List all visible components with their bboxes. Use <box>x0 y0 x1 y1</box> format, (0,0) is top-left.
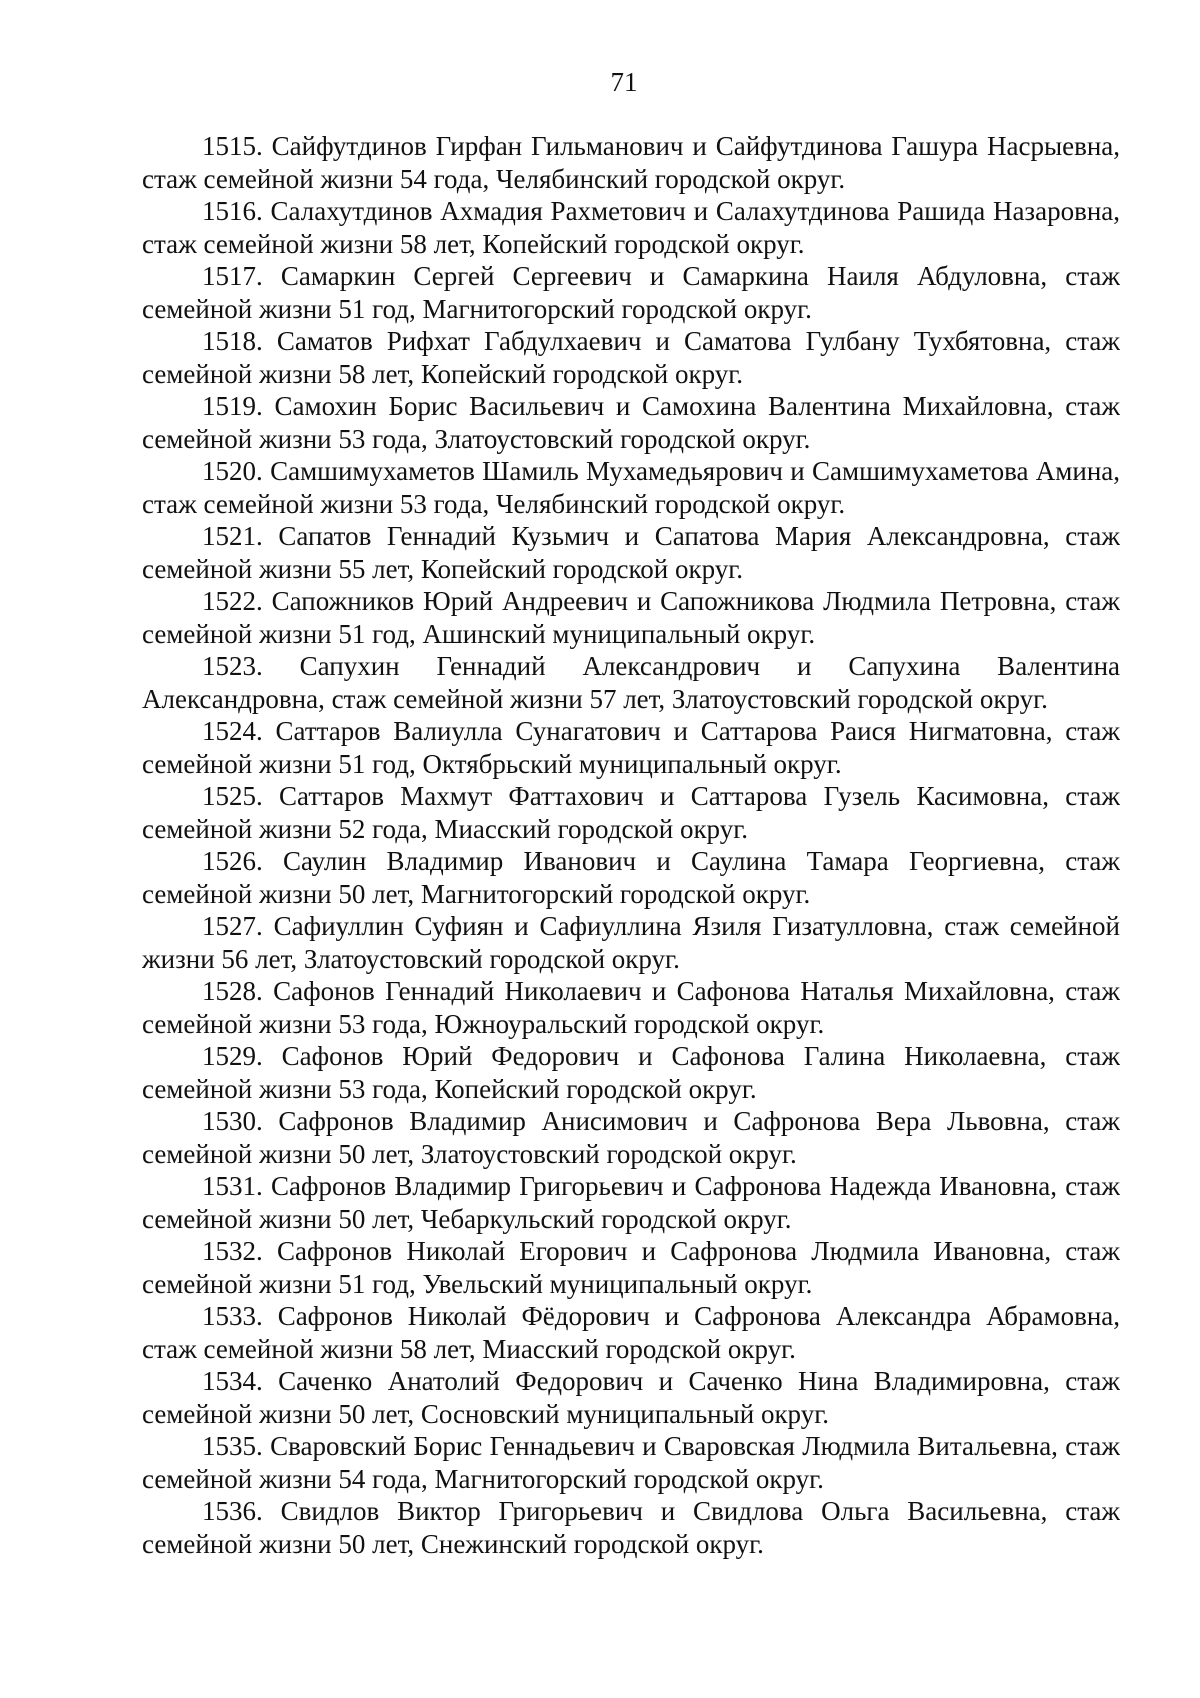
entry-number: 1524. <box>202 716 263 746</box>
list-item <box>142 1170 1120 1235</box>
entry-text: Сафронов Николай Фёдорович и Сафронова Александра Абрамовна, стаж семейной жизни 58 лет, Миасский городской округ. <box>142 1301 1120 1364</box>
entry-number: 1533. <box>202 1301 263 1331</box>
entry-text: Сайфутдинов Гирфан Гильманович и Сайфутдинова Гашура Насрыевна, стаж семейной жизни 54 года, Челябинский городской округ. <box>142 131 1120 194</box>
entry-number: 1522. <box>202 586 263 616</box>
list-item <box>142 390 1120 455</box>
list-item <box>142 195 1120 260</box>
entry-text: Самшимухаметов Шамиль Мухамедьярович и Самшимухаметова Амина, стаж семейной жизни 53 года, Челябинский городской округ. <box>142 456 1120 519</box>
list-item <box>142 650 1120 715</box>
entry-list <box>142 130 1120 1560</box>
list-item <box>142 1300 1120 1365</box>
entry-number: 1536. <box>202 1496 263 1526</box>
page-number: 71 <box>610 67 638 97</box>
entry-text: Сафонов Геннадий Николаевич и Сафонова Наталья Михайловна, стаж семейной жизни 53 года, Южноуральский городской округ. <box>142 976 1120 1039</box>
list-item <box>142 1365 1120 1430</box>
list-item <box>142 455 1120 520</box>
entry-text: Салахутдинов Ахмадия Рахметович и Салахутдинова Рашида Назаровна, стаж семейной жизни 58 лет, Копейский городской округ. <box>142 196 1120 259</box>
entry-number: 1529. <box>202 1041 263 1071</box>
entry-number: 1516. <box>202 196 263 226</box>
list-item <box>142 325 1120 390</box>
list-item <box>142 780 1120 845</box>
entry-number: 1518. <box>202 326 263 356</box>
entry-text: Сафронов Николай Егорович и Сафронова Людмила Ивановна, стаж семейной жизни 51 год, Увельский муниципальный округ. <box>142 1236 1120 1299</box>
list-item <box>142 1495 1120 1560</box>
list-item <box>142 1430 1120 1495</box>
entry-text: Свидлов Виктор Григорьевич и Свидлова Ольга Васильевна, стаж семейной жизни 50 лет, Снежинский городской округ. <box>142 1496 1120 1559</box>
entry-number: 1527. <box>202 911 263 941</box>
entry-text: Саттаров Валиулла Сунагатович и Саттарова Раися Нигматовна, стаж семейной жизни 51 год, Октябрьский муниципальный округ. <box>142 716 1120 779</box>
entry-text: Сафронов Владимир Анисимович и Сафронова Вера Львовна, стаж семейной жизни 50 лет, Златоустовский городской округ. <box>142 1106 1120 1169</box>
entry-text: Самохин Борис Васильевич и Самохина Валентина Михайловна, стаж семейной жизни 53 года, Златоустовский городской округ. <box>142 391 1120 454</box>
list-item <box>142 910 1120 975</box>
list-item <box>142 845 1120 910</box>
entry-number: 1519. <box>202 391 263 421</box>
entry-number: 1530. <box>202 1106 263 1136</box>
entry-text: Сафонов Юрий Федорович и Сафонова Галина Николаевна, стаж семейной жизни 53 года, Копейский городской округ. <box>142 1041 1120 1104</box>
list-item <box>142 260 1120 325</box>
list-item <box>142 520 1120 585</box>
list-item <box>142 130 1120 195</box>
list-item <box>142 1235 1120 1300</box>
entry-text: Сапатов Геннадий Кузьмич и Сапатова Мария Александровна, стаж семейной жизни 55 лет, Копейский городской округ. <box>142 521 1120 584</box>
entry-text: Саттаров Махмут Фаттахович и Саттарова Гузель Касимовна, стаж семейной жизни 52 года, Миасский городской округ. <box>142 781 1120 844</box>
list-item <box>142 715 1120 780</box>
entry-text: Саулин Владимир Иванович и Саулина Тамара Георгиевна, стаж семейной жизни 50 лет, Магнитогорский городской округ. <box>142 846 1120 909</box>
entry-number: 1525. <box>202 781 263 811</box>
entry-text: Сваровский Борис Геннадьевич и Сваровская Людмила Витальевна, стаж семейной жизни 54 года, Магнитогорский городской округ. <box>142 1431 1120 1494</box>
entry-number: 1534. <box>202 1366 263 1396</box>
entry-text: Сафиуллин Суфиян и Сафиуллина Язиля Гизатулловна, стаж семейной жизни 56 лет, Златоустовский городской округ. <box>142 911 1120 974</box>
list-item <box>142 1105 1120 1170</box>
entry-text: Саматов Рифхат Габдулхаевич и Саматова Гулбану Тухбятовна, стаж семейной жизни 58 лет, Копейский городской округ. <box>142 326 1120 389</box>
entry-number: 1517. <box>202 261 263 291</box>
entry-number: 1528. <box>202 976 263 1006</box>
list-item <box>142 1040 1120 1105</box>
entry-number: 1531. <box>202 1171 263 1201</box>
list-item <box>142 975 1120 1040</box>
entry-text: Сапожников Юрий Андреевич и Сапожникова Людмила Петровна, стаж семейной жизни 51 год, Ашинский муниципальный округ. <box>142 586 1120 649</box>
entry-number: 1526. <box>202 846 263 876</box>
entry-text: Самаркин Сергей Сергеевич и Самаркина Наиля Абдуловна, стаж семейной жизни 51 год, Магнитогорский городской округ. <box>142 261 1120 324</box>
entry-number: 1521. <box>202 521 263 551</box>
list-item <box>142 585 1120 650</box>
entry-number: 1532. <box>202 1236 263 1266</box>
entry-text: Сафронов Владимир Григорьевич и Сафронова Надежда Ивановна, стаж семейной жизни 50 лет, Чебаркульский городской округ. <box>142 1171 1120 1234</box>
entry-text: Саченко Анатолий Федорович и Саченко Нина Владимировна, стаж семейной жизни 50 лет, Сосновский муниципальный округ. <box>142 1366 1120 1429</box>
entry-number: 1535. <box>202 1431 263 1461</box>
entry-number: 1523. <box>202 651 263 681</box>
entry-number: 1515. <box>202 131 263 161</box>
entry-text: Сапухин Геннадий Александрович и Сапухина Валентина Александровна, стаж семейной жизни 57 лет, Златоустовский городской округ. <box>142 651 1120 714</box>
entry-number: 1520. <box>202 456 263 486</box>
